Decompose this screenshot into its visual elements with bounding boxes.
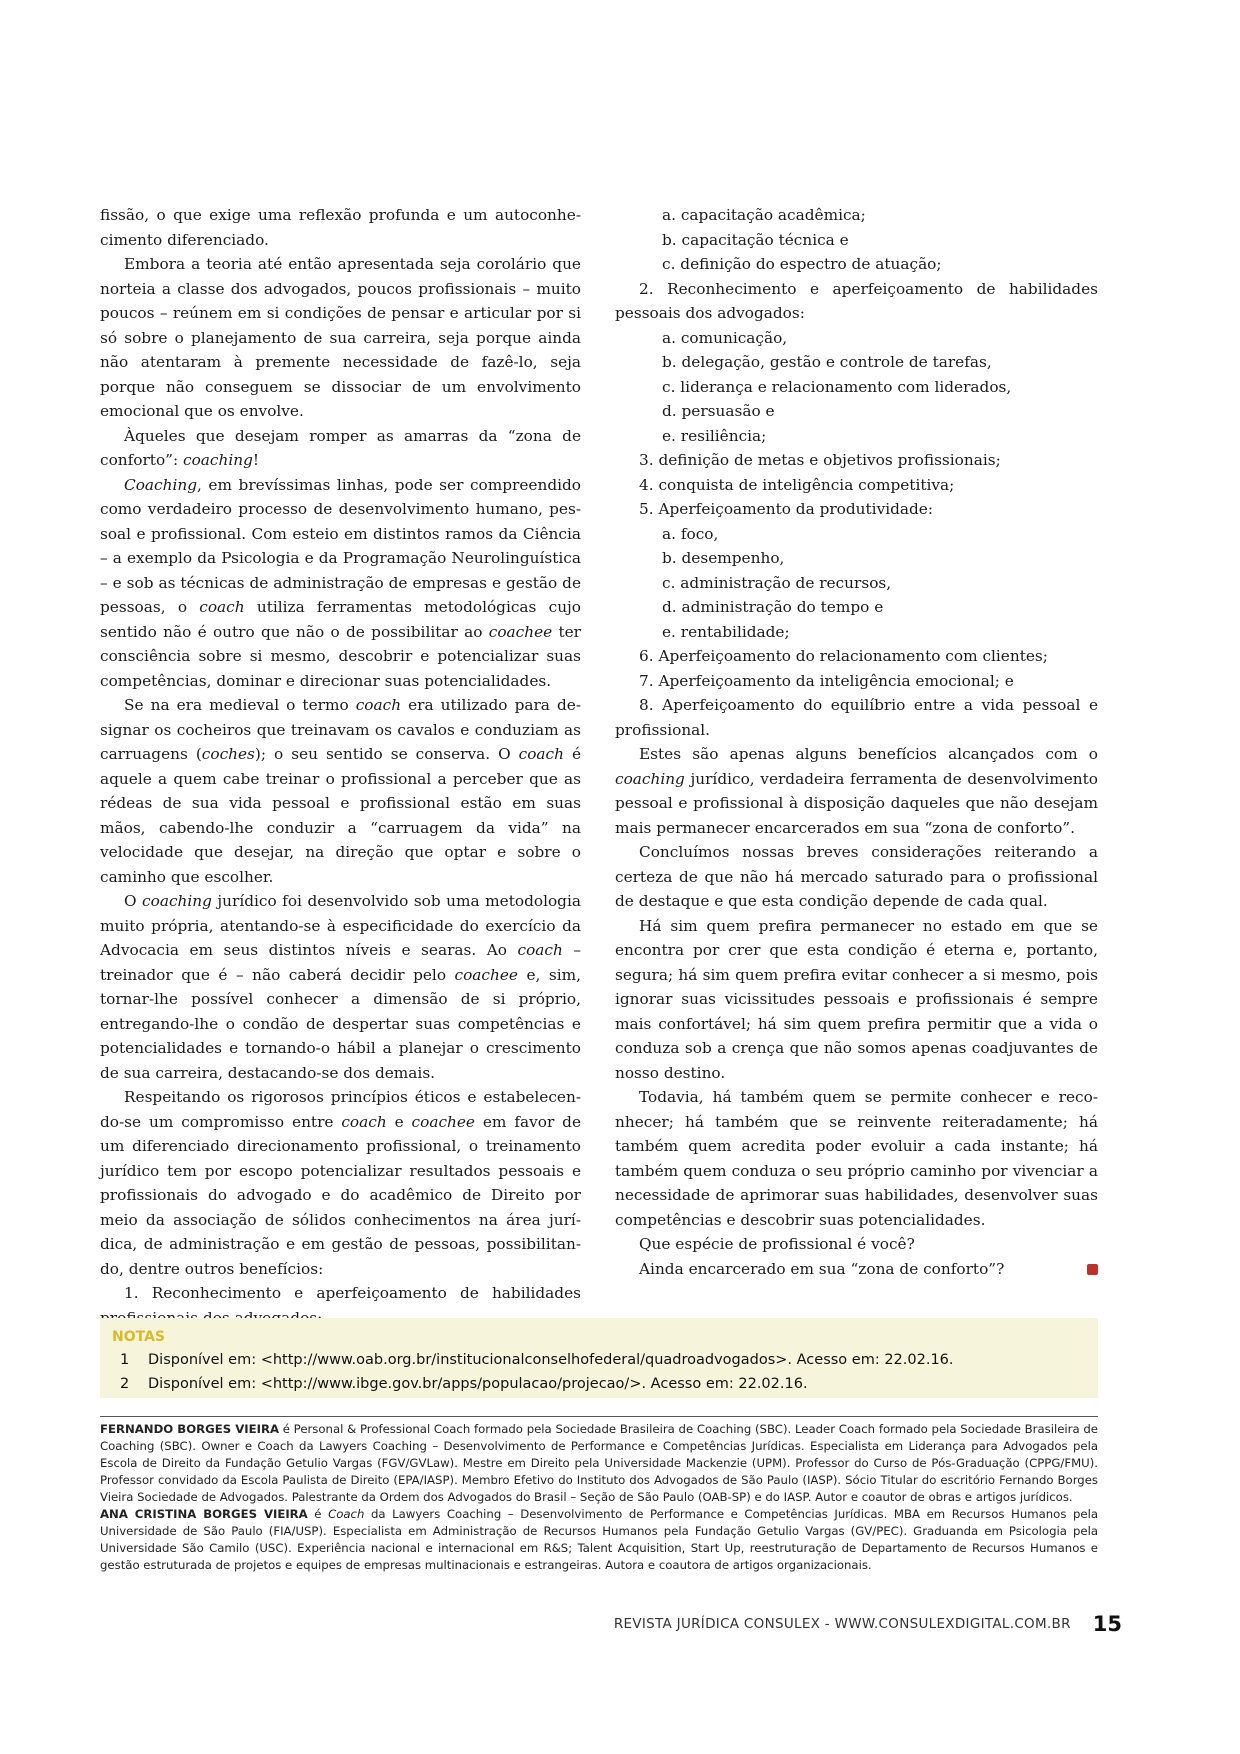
list-item: a. foco, xyxy=(662,524,719,543)
list-item: a. capacitação acadêmica; xyxy=(662,206,866,224)
list-item: c. administração de recursos, xyxy=(662,573,892,592)
list-item: d. persuasão e xyxy=(662,402,775,420)
paragraph: O coaching jurídico foi desenvolvido sob uma metodologia muito própria, atentando-se à especificidade do exercício da Advocacia em seus distintos níveis e searas. Ao coach – treinador que é – não caberá decidir pelo coachee e, sim, tornar-lhe possível conhecer a dimensão de si próprio, entregando-lhe o condão de despertar suas competências e potencialidades e tornando-o hábil a planejar o crescimento de sua carreira, destacando-se dos demais. xyxy=(100,892,582,1082)
paragraph: Embora a teoria até então apresentada seja corolário que norteia a classe dos advogados, poucos profissionais – muito poucos – reúnem em si condições de pensar e articular por si só sobre o planejamento de sua carreira, seja porque ainda não atentaram à premente necessidade de fazê-lo, seja porque não conseguem se dissociar de um envolvimento emocional que os envolve. xyxy=(100,255,581,420)
list-item: 2. Reconhecimento e aperfeiçoamento de habilidades pessoais dos advogados: xyxy=(615,279,1098,322)
note-item: 1 Disponível em: <http://www.oab.org.br/institucionalconselhofederal/quadroadvogados>. Acesso em: 22.02.16. xyxy=(120,1352,954,1368)
list-item: 7. Aperfeiçoamento da inteligência emocional; e xyxy=(639,671,1014,690)
end-of-article-icon xyxy=(1087,1264,1098,1275)
paragraph: Todavia, há também quem se permite conhecer e reconhecer; há também que se reinvente reiteradamente; há também quem acredita poder evoluir a cada instante; há também quem conduza o seu próprio caminho por vivenciar a necessidade de aprimorar suas habilidades, desenvolver suas competências e descobrir suas potencialidades. xyxy=(615,1088,1098,1229)
left-column xyxy=(100,203,581,1330)
list-item: e. rentabilidade; xyxy=(662,622,790,641)
list-item: c. definição do espectro de atuação; xyxy=(662,255,942,273)
list-item: 6. Aperfeiçoamento do relacionamento com clientes; xyxy=(639,647,1048,665)
list-item: b. desempenho, xyxy=(662,549,785,567)
paragraph: Estes são apenas alguns benefícios alcançados com o coaching jurídico, verdadeira ferramenta de desenvolvimento pessoal e profissional à disposição daqueles que não desejam mais permanecer encarcerados em sua “zona de conforto”. xyxy=(615,745,1098,837)
page-footer xyxy=(614,1612,1122,1636)
paragraph: fissão, o que exige uma reflexão profunda e um autoconhecimento diferenciado. xyxy=(100,206,581,249)
bio-divider xyxy=(100,1416,1098,1417)
list-item: 5. Aperfeiçoamento da produtividade: xyxy=(639,500,934,518)
list-item: 3. definição de metas e objetivos profissionais; xyxy=(639,451,1001,469)
notes-box xyxy=(100,1318,1098,1398)
author-bios xyxy=(100,1421,1098,1574)
list-item: d. administração do tempo e xyxy=(662,598,884,616)
paragraph: Àqueles que desejam romper as amarras da “zona de conforto”: coaching! xyxy=(100,426,581,469)
notes-title: NOTAS xyxy=(112,1329,165,1345)
list-item: 1. Reconhecimento e aperfeiçoamento de habilidades xyxy=(124,1284,581,1302)
paragraph: Ainda encarcerado em sua “zona de conforto”? xyxy=(615,1257,1098,1282)
author-bio: ANA CRISTINA BORGES VIEIRA é Coach da Lawyers Coaching – Desenvolvimento de Performance e Competências Jurídicas. MBA em Recursos Humanos pela Universidade de São Paulo (FIA/USP). Especialista em Administração de Recursos Humanos pela Fundação Getulio Vargas (GV/PEC). Graduanda em Psicologia pela Universidade São Camilo (USC). Experiência nacional e internacional em R&S; Talent Acquisition, Start Up, reestruturação de Departamento de Recursos Humanos e gestão estruturada de projetos e equipes de empresas multinacionais e estrangeiras. Autora e coautora de artigos organizacionais. xyxy=(100,1507,1098,1572)
footer-text: REVISTA JURÍDICA CONSULEX - WWW.CONSULEXDIGITAL.COM.BR xyxy=(613,1616,1071,1632)
list-item: b. capacitação técnica e xyxy=(662,230,849,249)
list-item: b. delegação, gestão e controle de tarefas, xyxy=(662,353,992,371)
paragraph: Concluímos nossas breves considerações reiterando a certeza de que não há mercado saturado para o profissional de destaque e que esta condição depende de cada qual. xyxy=(615,843,1098,910)
list-item: 8. Aperfeiçoamento do equilíbrio entre a vida pessoal e profissional. xyxy=(615,696,1098,739)
paragraph: Respeitando os rigorosos princípios éticos e estabelecendo-se um compromisso entre coach e coachee em favor de um diferenciado direcionamento profissional, o treinamento jurídico tem por escopo potencializar resultados pessoais e profissionais do advogado e do acadêmico de Direito por meio da associação de sólidos conhecimentos na área jurídica, de administração e em gestão de pessoas, possibilitando, dentre outros benefícios: xyxy=(100,1088,582,1278)
paragraph: Que espécie de profissional é você? xyxy=(639,1235,915,1253)
paragraph: Coaching, em brevíssimas linhas, pode ser compreendido como verdadeiro processo de desenvolvimento humano, pessoal e profissional. Com esteio em distintos ramos da Ciência – a exemplo da Psicologia e da Programação Neurolinguística – e sob as técnicas de administração de empresas e gestão de pessoas, o coach utiliza ferramentas metodológicas cujo sentido não é outro que não o de possibilitar ao coachee ter consciência sobre si mesmo, descobrir e potencializar suas competências, dominar e direcionar suas potencialidades. xyxy=(100,475,582,690)
list-item: 4. conquista de inteligência competitiva; xyxy=(639,475,955,494)
author-bio: FERNANDO BORGES VIEIRA é Personal & Professional Coach formado pela Sociedade Brasileira de Coaching (SBC). Leader Coach formado pela Sociedade Brasileira de Coaching (SBC). Owner e Coach da Lawyers Coaching – Desenvolvimento de Performance e Competências Jurídicas. Especialista em Liderança para Advogados pela Escola de Direito da Fundação Getulio Vargas (FGV/GVLaw). Mestre em Direito pela Universidade Mackenzie (UPM). Professor do Curso de Pós-Graduação (CPPG/FMU). Professor convidado da Escola Paulista de Direito (EPA/IASP). Membro Efetivo do Instituto dos Advogados de São Paulo (IASP). Sócio Titular do escritório Fernando Borges Vieira Sociedade de Advogados. Palestrante da Ordem dos Advogados do Brasil – Seção de São Paulo (OAB-SP) e do IASP. Autor e coautor de obras e artigos jurídicos. xyxy=(100,1422,1098,1504)
list-item: e. resiliência; xyxy=(662,426,767,445)
paragraph: Se na era medieval o termo coach era utilizado para designar os cocheiros que treinavam os cavalos e conduziam as carruagens (coches); o seu sentido se conserva. O coach é aquele a quem cabe treinar o profissional a perceber que as rédeas de sua vida pessoal e profissional estão em suas mãos, cabendo-lhe conduzir a “carruagem da vida” na velocidade que desejar, na direção que optar e sobre o caminho que escolher. xyxy=(100,696,581,886)
right-column xyxy=(615,203,1098,1281)
note-item: 2 Disponível em: <http://www.ibge.gov.br/apps/populacao/projecao/>. Acesso em: 22.02.16. xyxy=(120,1376,808,1392)
page-number: 15 xyxy=(1092,1612,1122,1636)
paragraph: Há sim quem prefira permanecer no estado em que se encontra por crer que esta condição é eterna e, portanto, segura; há sim quem prefira evitar conhecer a si mesmo, pois ignorar suas vicissitudes pessoais e profissionais é sempre mais confortável; há sim quem prefira permitir que a vida o conduza sob a crença que não somos apenas coadjuvantes de nosso destino. xyxy=(615,916,1098,1082)
list-item: a. comunicação, xyxy=(662,328,788,347)
list-item: c. liderança e relacionamento com liderados, xyxy=(662,377,1012,396)
